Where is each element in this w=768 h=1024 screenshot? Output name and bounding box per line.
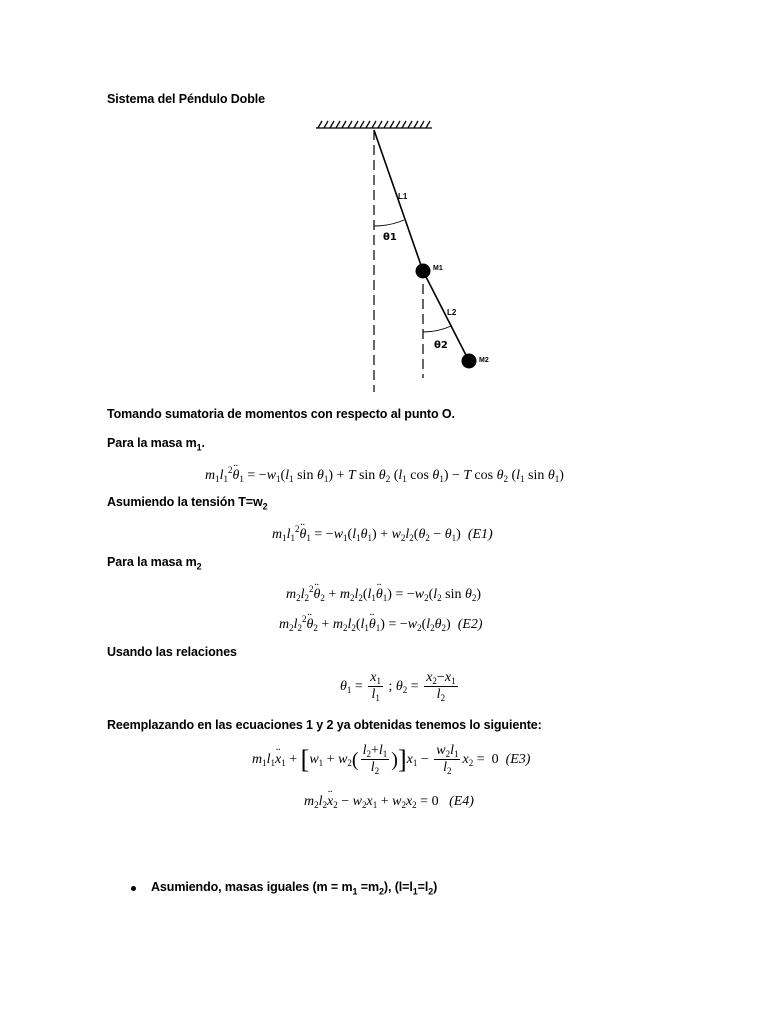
paragraph-reemplazando: Reemplazando en las ecuaciones 1 y 2 ya obtenidas tenemos lo siguiente:	[107, 718, 542, 732]
bullet-sub-c: 1	[412, 886, 418, 897]
page-title: Sistema del Péndulo Doble	[107, 92, 265, 106]
label-m2: M2	[479, 357, 489, 364]
bullet-sub-a: 1	[352, 886, 358, 897]
paragraph-masa-1	[107, 436, 205, 453]
label-theta1: θ1	[383, 232, 397, 243]
paragraph-masa-2	[107, 555, 202, 572]
masa1-text: Para la masa m	[107, 436, 197, 450]
masa1-subscript: 1	[196, 442, 202, 453]
tension-subscript: 2	[262, 501, 268, 512]
bullet-part-c: ), (l=l	[383, 880, 413, 894]
equation-mass1-full: $m_1l_1^2¨$ $\theta_1 = -w_1(l_1$ $\sin \theta_1) + T$ $\sin \theta_2$ ($l_1$ $\cos \theta_1) - T$ $\cos \theta_2$ ($l_1$ $\sin \theta_1$)	[205, 466, 564, 484]
tag-e4: (E4)	[449, 794, 474, 809]
equation-e3: $m_1l_1¨$ $x_1 + [w_1 + w_2$( $\frac{l_2+l_1}{l_2}$ )]$x_1$ − $\frac{w_2l_1}{l_2}$ $x_2 = 0$ (E3)	[252, 743, 530, 777]
bullet-part-d: =l	[417, 880, 429, 894]
masa2-subscript: 2	[196, 561, 202, 572]
mass-m2	[462, 354, 477, 369]
bullet-item-masas-iguales	[151, 880, 437, 897]
paragraph-momentos: Tomando sumatoria de momentos con respecto al punto O.	[107, 407, 455, 421]
bullet-marker	[131, 886, 136, 891]
masa2-text: Para la masa m	[107, 555, 197, 569]
ceiling-support	[316, 121, 432, 128]
equation-mass2-full: $m_2l_2^2¨$ $\theta_2$ + $m_2l_2(l_1¨$ $\theta_1) = -w_2(l_2$ $\sin \theta_2$)	[286, 585, 481, 603]
equation-e1: $m_1l_1^2¨$ $\theta_1 = -w_1(l_1\theta_1) + w_2l_2(\theta_2 - \theta_1)$ (E1)	[272, 525, 493, 543]
paragraph-tension	[107, 495, 268, 512]
label-m1: M1	[433, 265, 443, 272]
bullet-part-e: )	[433, 880, 438, 894]
tag-e3: (E3)	[505, 752, 531, 768]
bullet-part-b: =m	[357, 880, 379, 894]
bullet-sub-d: 2	[428, 886, 434, 897]
tag-e1: (E1)	[467, 527, 493, 542]
paragraph-relaciones: Usando las relaciones	[107, 645, 237, 659]
label-l1: L1	[398, 192, 408, 201]
angle-arc-theta2	[423, 326, 451, 332]
equation-relations: $\theta_1$ = $\frac{x_1}{l_1}$ ; $\theta_2$ = $\frac{x_2-x_1}{l_2}$	[340, 670, 456, 704]
equation-e2: $m_2l_2^2¨$ $\theta_2$ + $m_2l_2(l_1¨$ $\theta_1) = -w_2(l_2\theta_2)$ (E2)	[279, 615, 483, 633]
tag-e2: (E2)	[457, 617, 483, 632]
tension-text: Asumiendo la tensión T=w	[107, 495, 263, 509]
masa1-period: .	[201, 436, 205, 450]
equation-e4: $m_2l_2¨$ $x_2 - w_2x_1 + w_2x_2 = 0$ (E4)	[304, 795, 474, 810]
mass-m1	[416, 264, 431, 279]
angle-arc-theta1	[374, 220, 404, 226]
bullet-part-a: Asumiendo, masas iguales (m = m	[151, 880, 353, 894]
label-theta2: θ2	[434, 340, 448, 351]
bullet-sub-b: 2	[378, 886, 384, 897]
label-l2: L2	[447, 308, 457, 317]
